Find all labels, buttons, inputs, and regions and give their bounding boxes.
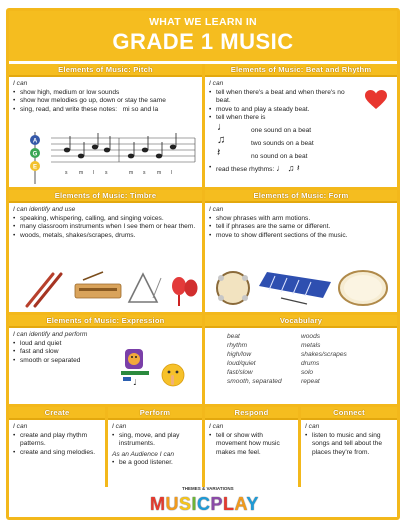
- pitch-item: • show high, medium or low sounds: [13, 89, 199, 98]
- pitch-item: [13, 106, 199, 115]
- xylophone-icon: [259, 272, 331, 304]
- vocab-word: solo: [301, 368, 314, 376]
- connect-title-bar: [301, 407, 397, 420]
- pitch-section: [9, 64, 202, 187]
- pitch-title: Elements of Music: Pitch: [58, 65, 153, 74]
- svg-text:l: l: [93, 170, 95, 176]
- expression-section: [9, 315, 202, 404]
- staff-lines: [51, 138, 195, 162]
- vocab-word: loud/quiet: [227, 359, 256, 367]
- timbre-instruments: [23, 268, 199, 308]
- vocabulary-column-2: [301, 333, 347, 386]
- vocab-word: high/low: [227, 350, 252, 358]
- vocab-word: beat: [227, 333, 240, 340]
- logo-letter: Y: [246, 494, 259, 514]
- create-item: • create and play rhythm patterns.: [13, 432, 102, 449]
- logo-letter: P: [210, 494, 224, 514]
- pitch-intro: I can: [13, 80, 28, 87]
- staff-syllables: [65, 170, 172, 176]
- perform-intro: I can: [112, 423, 127, 430]
- logo-letter: A: [234, 494, 247, 514]
- bell-e-label: E: [32, 164, 38, 171]
- vocab-word: metals: [301, 341, 321, 349]
- respond-section: [205, 407, 298, 487]
- header-subtitle: WHAT WE LEARN IN: [149, 16, 257, 28]
- respond-title-bar: [205, 407, 298, 420]
- svg-text:l: l: [171, 170, 173, 176]
- logo-letter: M: [150, 494, 166, 514]
- form-intro: I can: [209, 206, 224, 213]
- timbre-title-bar: [9, 190, 202, 203]
- timbre-title: Elements of Music: Timbre: [54, 191, 157, 200]
- rhythm-text: two sounds on a beat: [251, 139, 314, 147]
- perform-intro-audience: As an Audience I can: [112, 450, 175, 458]
- eighth-notes-icon: ♫: [217, 133, 226, 146]
- header-title: GRADE 1 MUSIC: [112, 29, 294, 54]
- expression-item: • smooth or separated: [13, 357, 199, 366]
- perform-section: [108, 407, 202, 487]
- svg-text:m: m: [157, 170, 162, 176]
- respond-intro: I can: [209, 423, 224, 430]
- vocab-word: drums: [301, 359, 320, 367]
- expression-title-bar: [9, 315, 202, 328]
- beat-title-bar: [205, 64, 397, 77]
- create-section: [9, 407, 105, 487]
- rest-icon: 𝄽: [217, 146, 221, 159]
- timbre-intro: I can identify and use: [13, 206, 76, 213]
- form-title: Elements of Music: Form: [253, 191, 349, 200]
- form-section: [205, 190, 397, 312]
- quarter-note-icon: ♩: [217, 120, 228, 133]
- timbre-item: • speaking, whispering, calling, and singing voices.: [13, 215, 199, 224]
- staff-notes: [64, 133, 176, 158]
- tambourine-icon: [217, 272, 249, 304]
- respond-item: • tell or show with movement how music makes me feel.: [209, 432, 295, 458]
- perform-item: • sing, move, and play instruments.: [112, 432, 199, 449]
- create-intro: I can: [13, 423, 28, 430]
- page-header: [9, 11, 397, 61]
- vocab-word: shakes/scrapes: [301, 350, 347, 358]
- expression-item: • fast and slow: [13, 348, 199, 357]
- pitch-item: • show how melodies go up, down or stay the same: [13, 97, 199, 106]
- bell-a-label: A: [32, 138, 38, 145]
- perform-title-bar: [108, 407, 202, 420]
- create-title-bar: [9, 407, 105, 420]
- vocabulary-title: Vocabulary: [279, 316, 323, 325]
- expression-intro: I can identify and perform: [13, 331, 88, 338]
- pitch-notes: mi so and la: [122, 105, 159, 113]
- form-instruments: [211, 264, 393, 310]
- connect-title: Connect: [333, 408, 365, 417]
- svg-text:s: s: [143, 170, 146, 176]
- timbre-item: • woods, metals, shakes/scrapes, drums.: [13, 232, 199, 241]
- create-title: Create: [44, 408, 70, 417]
- wood-block-icon: [75, 272, 121, 298]
- form-title-bar: [205, 190, 397, 203]
- pitch-sing-item: sing, read, and write these notes:: [20, 105, 118, 113]
- vocabulary-title-bar: [205, 315, 397, 328]
- rhythm-row: [209, 133, 357, 151]
- create-item: • create and sing melodies.: [13, 449, 102, 458]
- respond-title: Respond: [234, 408, 269, 417]
- logo-letter: U: [165, 494, 179, 514]
- perform-item: • be a good listener.: [112, 459, 199, 468]
- beat-item: • tell when there's a beat and when there's no beat.: [209, 89, 357, 106]
- rhythm-text: no sound on a beat: [251, 152, 308, 160]
- beat-read-item: read these rhythms:: [216, 165, 275, 173]
- vocab-word: repeat: [301, 377, 320, 385]
- connect-section: [301, 407, 397, 487]
- logo-letter: C: [197, 494, 211, 514]
- form-item: • tell if phrases are the same or different.: [209, 223, 394, 232]
- maracas-icon: [172, 277, 198, 306]
- pitch-illustration: [23, 130, 198, 186]
- expression-title: Elements of Music: Expression: [46, 316, 165, 325]
- vocabulary-section: [205, 315, 397, 404]
- rhythm-row: [209, 120, 357, 138]
- vocab-word: rhythm: [227, 341, 248, 349]
- pitch-title-bar: [9, 64, 202, 77]
- rhythm-text: one sound on a beat: [251, 126, 312, 134]
- beat-item: • move to and play a steady beat.: [209, 106, 357, 115]
- beat-intro: I can: [209, 80, 224, 87]
- svg-text:m: m: [79, 170, 84, 176]
- heart-icon: [365, 90, 387, 110]
- beat-item: • tell when there is: [209, 114, 357, 123]
- hand-drum-icon: [339, 271, 387, 305]
- timbre-section: [9, 190, 202, 312]
- beat-section: [205, 64, 397, 187]
- timbre-item: • many classroom instruments when I see them or hear them.: [13, 223, 199, 232]
- svg-text:s: s: [105, 170, 108, 176]
- logo-letter: S: [179, 494, 192, 514]
- rhythm-list: [209, 120, 357, 164]
- svg-text:s: s: [65, 170, 68, 176]
- form-item: • move to show different sections of the music.: [209, 232, 394, 241]
- svg-text:♩: ♩: [133, 378, 137, 387]
- logo-tagline: THEMES & VARIATIONS: [182, 486, 234, 491]
- logo-letter: L: [223, 494, 235, 514]
- beat-title: Elements of Music: Beat and Rhythm: [230, 65, 372, 74]
- svg-text:m: m: [129, 170, 134, 176]
- connect-item: • listen to music and sing songs and tell about the places they're from.: [305, 432, 394, 458]
- musicplay-logo: [150, 494, 259, 515]
- connect-intro: I can: [305, 423, 320, 430]
- rhythm-sticks-icon: [27, 274, 61, 306]
- quiet-emoji-icon: [161, 363, 185, 389]
- read-rhythm-symbols: ♩ ♫ 𝄽: [276, 162, 300, 173]
- bell-g-label: G: [32, 151, 38, 158]
- logo-letter: I: [191, 494, 198, 514]
- vocab-word: woods: [301, 333, 321, 340]
- beat-item: [209, 164, 357, 175]
- triangle-icon: [129, 274, 161, 302]
- vocabulary-column-1: [227, 333, 282, 386]
- singing-cartoon-icon: [119, 343, 159, 389]
- vocab-word: smooth, separated: [227, 377, 282, 385]
- vocab-word: fast/slow: [227, 368, 253, 376]
- form-item: • show phrases with arm motions.: [209, 215, 394, 224]
- perform-title: Perform: [139, 408, 171, 417]
- expression-item: • loud and quiet: [13, 340, 199, 349]
